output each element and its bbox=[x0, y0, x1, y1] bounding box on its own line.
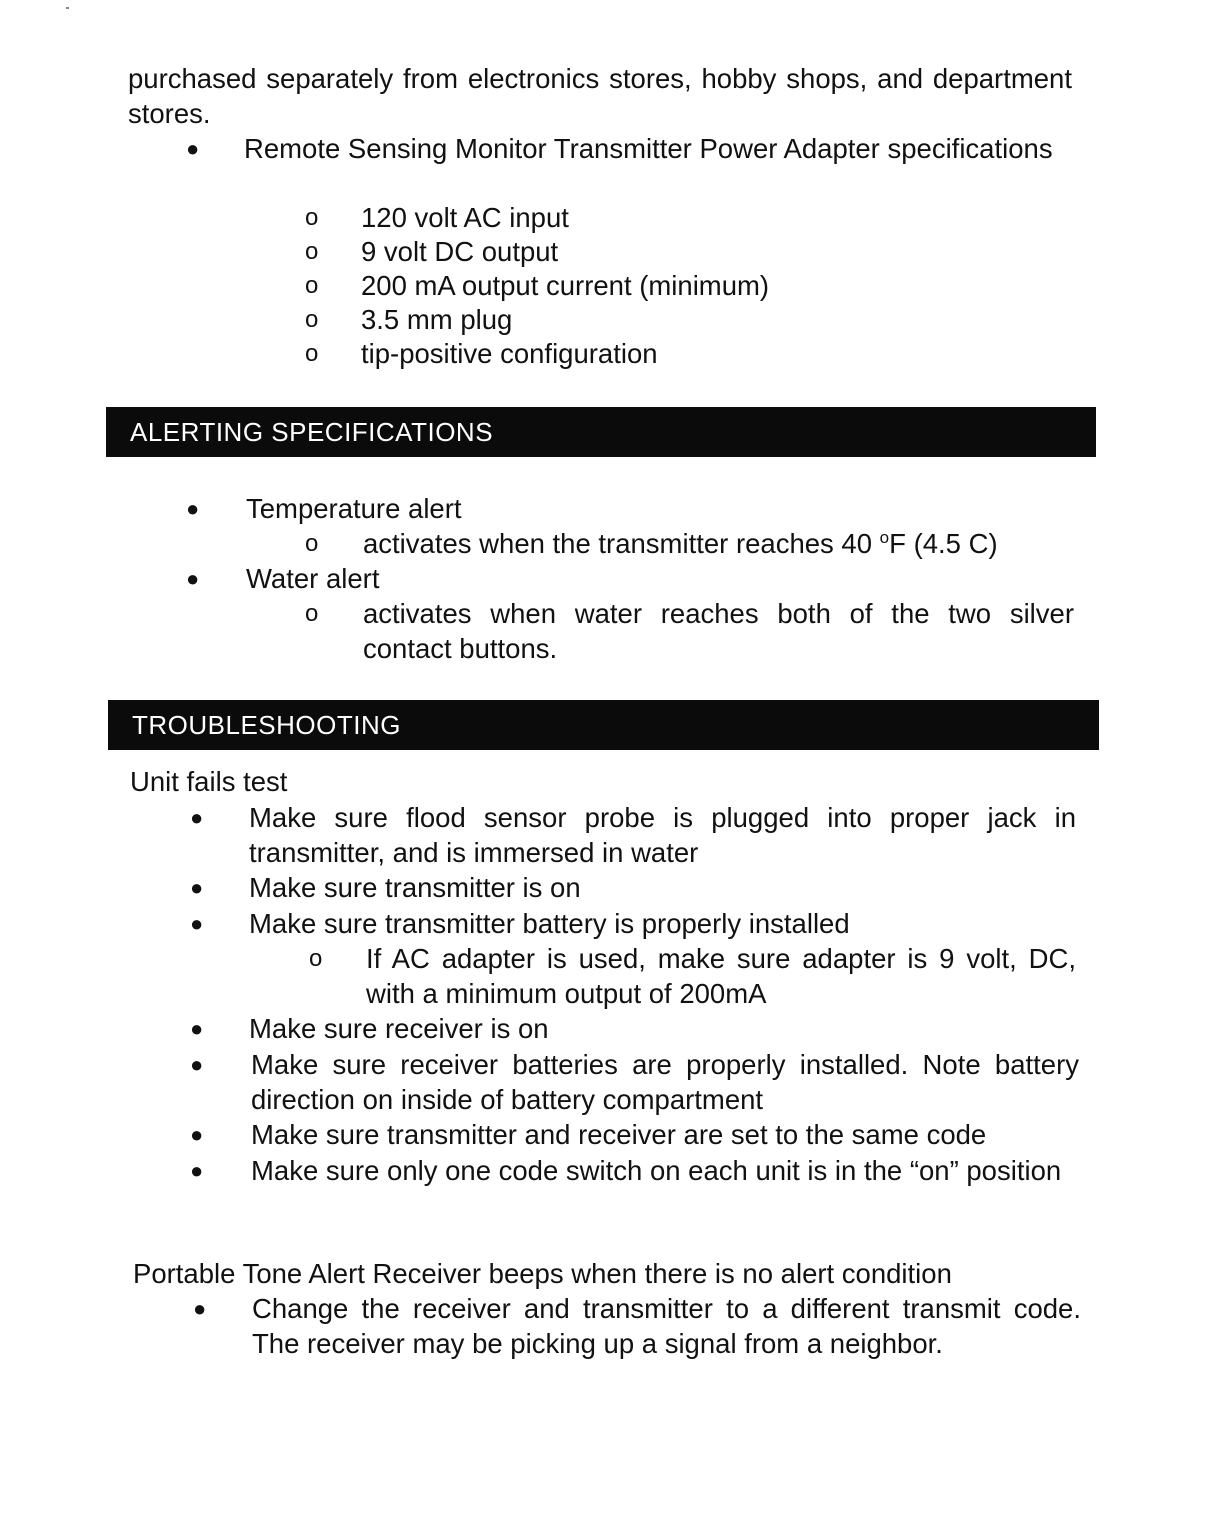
bullet-icon: ● bbox=[193, 1296, 207, 1321]
fails-item-text: Make sure transmitter and receiver are set to the same code bbox=[251, 1119, 987, 1150]
temperature-detail-suffix: F (4.5 C) bbox=[889, 528, 998, 559]
fails-item-text: Make sure flood sensor probe is plugged into proper jack in transmitter, and is immersed in water bbox=[249, 802, 1076, 868]
fails-title: Unit fails test bbox=[130, 766, 288, 797]
bullet-icon: ● bbox=[190, 875, 204, 900]
spec-text: 120 volt AC input bbox=[361, 202, 569, 233]
alerting-section-title: ALERTING SPECIFICATIONS bbox=[130, 416, 494, 447]
power-adapter-label: Remote Sensing Monitor Transmitter Power Adapter specifications bbox=[244, 133, 1053, 164]
water-alert-label: Water alert bbox=[246, 563, 380, 594]
sub-bullet-icon: o bbox=[309, 945, 323, 972]
fails-subitem-text: If AC adapter is used, make sure adapter is 9 volt, DC, with a minimum output of 200mA bbox=[366, 943, 1076, 1009]
degree-mark: o bbox=[879, 527, 890, 547]
temperature-detail-text bbox=[363, 527, 998, 562]
bullet-icon: ● bbox=[190, 1016, 204, 1041]
bullet-icon: ● bbox=[190, 911, 204, 936]
fails-item-text: Make sure only one code switch on each unit is in the “on” position bbox=[251, 1155, 1062, 1186]
sub-bullet-icon: o bbox=[305, 238, 319, 265]
sub-bullet-icon: o bbox=[305, 600, 319, 627]
bullet-icon: ● bbox=[186, 566, 200, 591]
beeps-item-text: Change the receiver and transmitter to a different transmit code. The receiver may be picking up a signal from a neighbor. bbox=[252, 1293, 1081, 1359]
bullet-icon: ● bbox=[186, 136, 200, 161]
sub-bullet-icon: o bbox=[305, 530, 319, 557]
bullet-icon: ● bbox=[190, 805, 204, 830]
bullet-icon: ● bbox=[186, 496, 200, 521]
intro-paragraph: purchased separately from electronics stores, hobby shops, and department stores. bbox=[128, 63, 1072, 129]
spec-text: tip-positive configuration bbox=[361, 338, 658, 369]
temperature-alert-label: Temperature alert bbox=[246, 493, 462, 524]
temperature-detail-prefix: activates when the transmitter reaches 40 bbox=[363, 528, 880, 559]
fails-item-text: Make sure transmitter battery is properly installed bbox=[249, 908, 850, 939]
bullet-icon: ● bbox=[190, 1052, 204, 1077]
beeps-title: Portable Tone Alert Receiver beeps when there is no alert condition bbox=[133, 1258, 952, 1289]
sub-bullet-icon: o bbox=[305, 204, 319, 231]
sub-bullet-icon: o bbox=[305, 340, 319, 367]
alerting-section-header bbox=[106, 407, 1096, 457]
bullet-icon: ● bbox=[190, 1158, 204, 1183]
sub-bullet-icon: o bbox=[305, 306, 319, 333]
scan-speck bbox=[66, 7, 69, 9]
troubleshooting-section-header bbox=[108, 700, 1099, 750]
bullet-icon: ● bbox=[190, 1122, 204, 1147]
troubleshooting-section-title: TROUBLESHOOTING bbox=[132, 709, 401, 740]
spec-text: 3.5 mm plug bbox=[361, 304, 513, 335]
spec-text: 200 mA output current (minimum) bbox=[361, 270, 770, 301]
fails-item-text: Make sure receiver is on bbox=[249, 1013, 549, 1044]
fails-item-text: Make sure transmitter is on bbox=[249, 872, 581, 903]
sub-bullet-icon: o bbox=[305, 272, 319, 299]
water-detail-text: activates when water reaches both of the two silver contact buttons. bbox=[363, 598, 1074, 664]
fails-item-text: Make sure receiver batteries are properly installed. Note battery direction on inside of battery compartment bbox=[251, 1049, 1079, 1115]
spec-text: 9 volt DC output bbox=[361, 236, 559, 267]
